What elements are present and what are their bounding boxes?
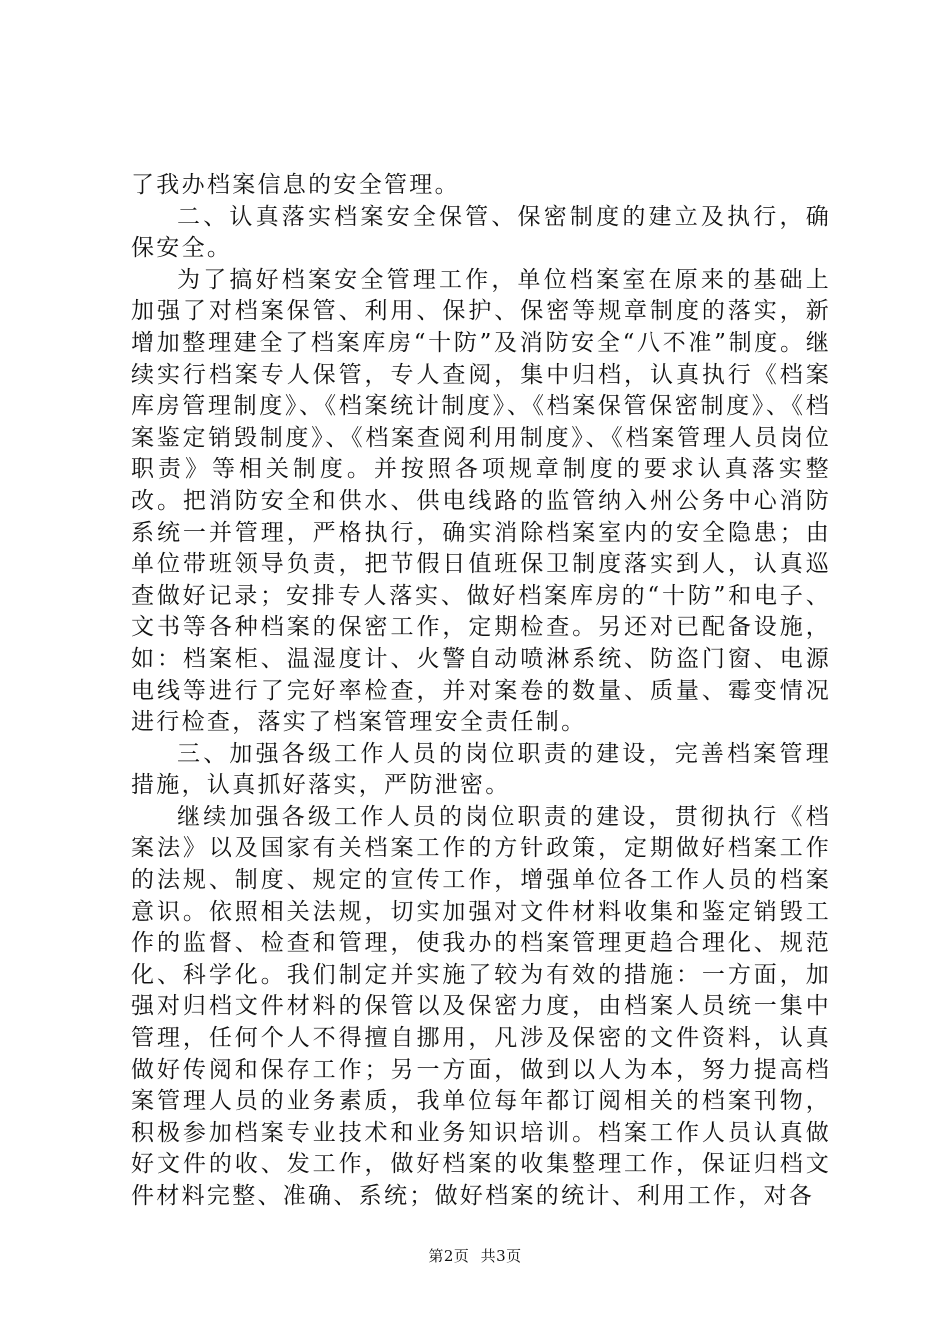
section-heading-three: 三、加强各级工作人员的岗位职责的建设，完善档案管理措施，认真抓好落实，严防泄密。 [131, 740, 831, 799]
document-body [131, 170, 831, 1213]
paragraph-body: 为了搞好档案安全管理工作，单位档案室在原来的基础上加强了对档案保管、利用、保护、保密等规章制度的落实，新增加整理建全了档案库房“十防”及消防安全“八不准”制度。继续实行档案专人保管，专人查阅，集中归档，认真执行《档案库房管理制度》、《档案统计制度》、《档案保管保密制度》、《档案鉴定销毁制度》、《档案查阅利用制度》、《档案管理人员岗位职责》等相关制度。并按照各项规章制度的要求认真落实整改。把消防安全和供水、供电线路的监管纳入州公务中心消防系统一并管理，严格执行，确实消除档案室内的安全隐患；由单位带班领导负责，把节假日值班保卫制度落实到人，认真巡查做好记录；安排专人落实、做好档案库房的“十防”和电子、文书等各种档案的保密工作，定期检查。另还对已配备设施，如：档案柜、温湿度计、火警自动喷淋系统、防盗门窗、电源电线等进行了完好率检查，并对案卷的数量、质量、霉变情况进行检查，落实了档案管理安全责任制。 [131, 266, 831, 736]
section-heading-two: 二、认真落实档案安全保管、保密制度的建立及执行，确保安全。 [131, 203, 831, 262]
paragraph-continuation: 了我办档案信息的安全管理。 [131, 172, 460, 198]
page-footer [0, 1245, 950, 1266]
page-total: 共3页 [480, 1247, 522, 1265]
page-number: 第2页 [428, 1247, 470, 1265]
paragraph-body: 继续加强各级工作人员的岗位职责的建设，贯彻执行《档案法》以及国家有关档案工作的方针政策，定期做好档案工作的法规、制度、规定的宣传工作，增强单位各工作人员的档案意识。依照相关法规，切实加强对文件材料收集和鉴定销毁工作的监督、检查和管理，使我办的档案管理更趋合理化、规范化、科学化。我们制定并实施了较为有效的措施：一方面，加强对归档文件材料的保管以及保密力度，由档案人员统一集中管理，任何个人不得擅自挪用，凡涉及保密的文件资料，认真做好传阅和保存工作；另一方面，做到以人为本，努力提高档案管理人员的业务素质，我单位每年都订阅相关的档案刊物，积极参加档案专业技术和业务知识培训。档案工作人员认真做好文件的收、发工作，做好档案的收集整理工作，保证归档文件材料完整、准确、系统；做好档案的统计、利用工作，对各 [131, 803, 831, 1209]
